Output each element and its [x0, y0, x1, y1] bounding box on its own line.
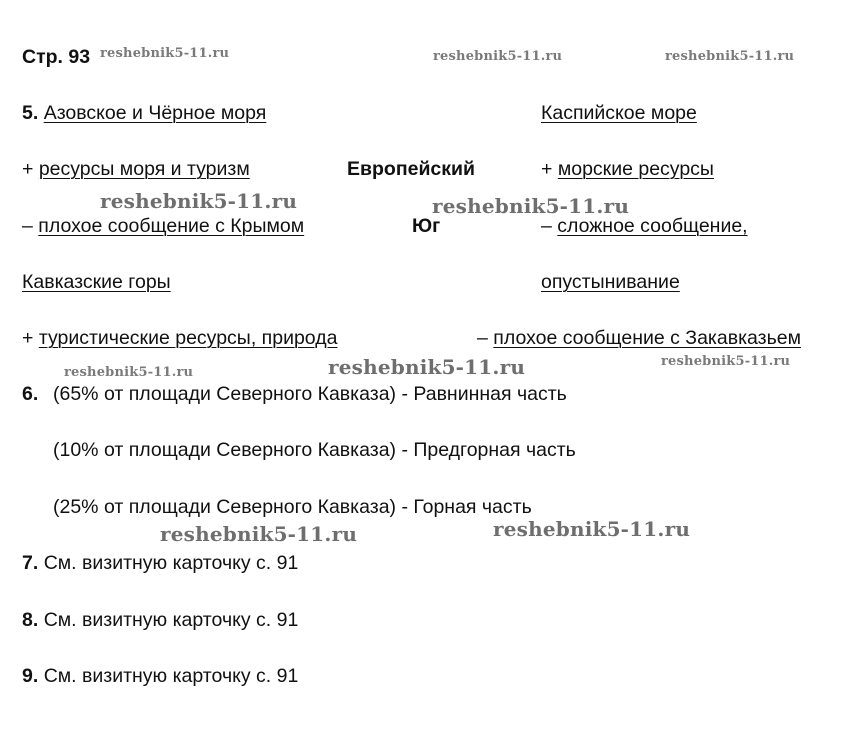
region-south: Юг [412, 215, 441, 237]
task5-row-seas [22, 101, 266, 125]
caucasus-mountains-label: Кавказские горы [22, 271, 171, 293]
task-number: 9. [22, 665, 39, 687]
region-european: Европейский [347, 158, 476, 180]
azov-black-sea-label: Азовское и Чёрное моря [43, 102, 267, 124]
right-minus-row [541, 214, 748, 238]
watermark: reshebnik5-11.ru [665, 49, 795, 64]
left-plus-row [22, 157, 250, 181]
plus-sign: + [541, 158, 553, 180]
right-plus-text: морские ресурсы [557, 158, 714, 180]
task6-line: (10% от площади Северного Кавказа) - Предгорная часть [53, 439, 576, 461]
watermark: reshebnik5-11.ru [493, 517, 691, 541]
task-number: 7. [22, 552, 39, 574]
watermark: reshebnik5-11.ru [100, 46, 230, 61]
watermark: reshebnik5-11.ru [433, 49, 563, 64]
task8-row [22, 608, 298, 632]
task7-row [22, 551, 298, 575]
plus-sign: + [22, 327, 34, 349]
watermark: reshebnik5-11.ru [100, 189, 298, 213]
right-minus-text-continued: опустынивание [541, 271, 680, 293]
right-minus-text: сложное сообщение, [557, 215, 748, 237]
task6-line: (65% от площади Северного Кавказа) - Равнинная часть [53, 383, 567, 405]
task6-line: (25% от площади Северного Кавказа) - Горная часть [53, 496, 532, 518]
task8-text: См. визитную карточку с. 91 [43, 609, 299, 631]
watermark: reshebnik5-11.ru [432, 194, 630, 218]
caspian-sea-label: Каспийское море [541, 102, 697, 124]
watermark: reshebnik5-11.ru [64, 365, 194, 380]
task9-row [22, 664, 298, 688]
task7-text: См. визитную карточку с. 91 [43, 552, 299, 574]
mountains-plus-text: туристические ресурсы, природа [38, 327, 338, 349]
task-number: 5. [22, 102, 39, 124]
minus-sign: – [541, 215, 552, 237]
task-number: 8. [22, 609, 39, 631]
watermark: reshebnik5-11.ru [160, 522, 358, 546]
left-minus-row [22, 214, 304, 238]
plus-sign: + [22, 158, 34, 180]
task-number: 6. [22, 383, 39, 405]
mountains-plus-row [22, 326, 337, 350]
watermark: reshebnik5-11.ru [661, 354, 791, 369]
minus-sign: – [477, 327, 488, 349]
mountains-minus-row [477, 326, 801, 350]
task9-text: См. визитную карточку с. 91 [43, 665, 299, 687]
page-number: Стр. 93 [22, 46, 91, 68]
left-minus-text: плохое сообщение с Крымом [38, 215, 305, 237]
watermark: reshebnik5-11.ru [328, 355, 526, 379]
right-plus-row [541, 157, 714, 181]
left-plus-text: ресурсы моря и туризм [38, 158, 250, 180]
mountains-minus-text: плохое сообщение с Закавказьем [493, 327, 802, 349]
minus-sign: – [22, 215, 33, 237]
